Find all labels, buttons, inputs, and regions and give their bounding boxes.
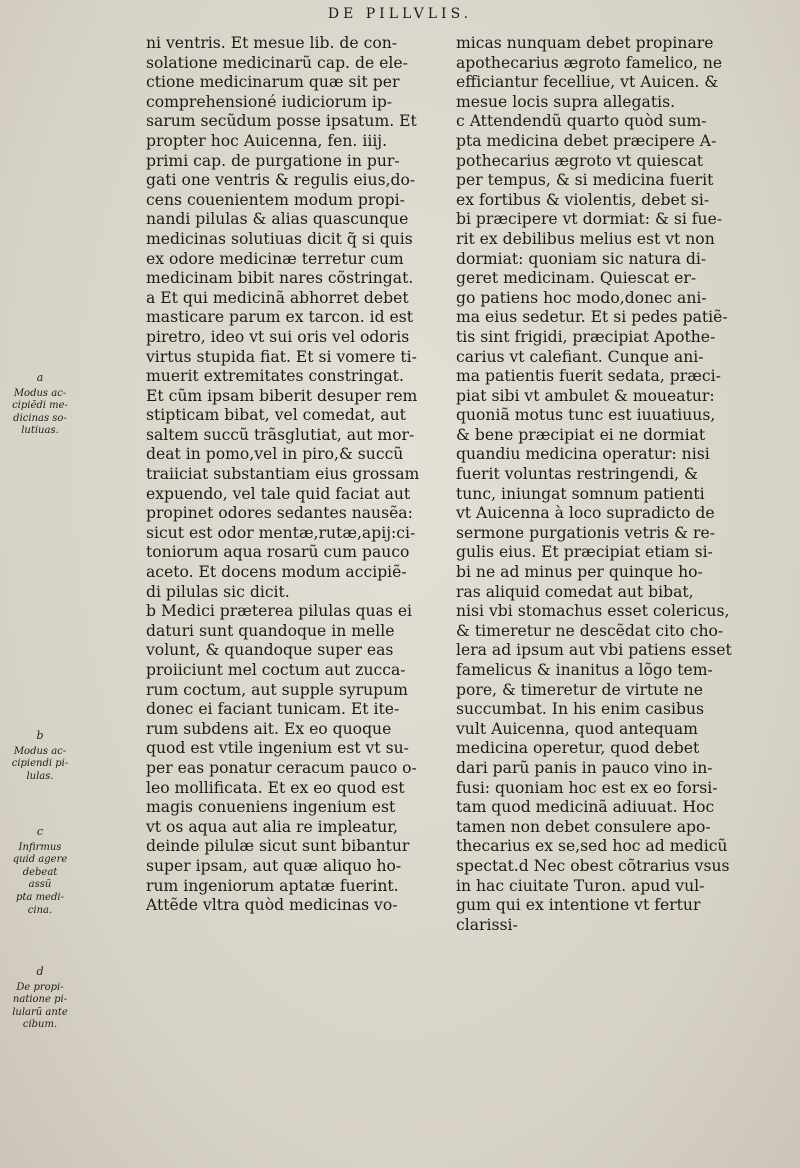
text-line: & bene præcipiat ei ne dormiat bbox=[456, 425, 706, 444]
margin-note-a bbox=[10, 372, 70, 438]
text-line: expuendo, vel tale quid faciat aut bbox=[146, 484, 411, 503]
text-line: quandiu medicina operatur: nisi bbox=[456, 445, 710, 464]
text-line: ctione medicinarum quæ sit per bbox=[146, 73, 400, 92]
text-line: piat sibi vt ambulet & moueatur: bbox=[456, 386, 715, 405]
text-line: comprehensioné iudiciorum ip- bbox=[146, 92, 393, 111]
text-line: magis conueniens ingenium est bbox=[146, 798, 396, 817]
text-line: donec ei faciant tunicam. Et ite- bbox=[146, 700, 400, 719]
text-line: virtus stupida fiat. Et si vomere ti- bbox=[146, 347, 417, 366]
text-line: solatione medicinarũ cap. de ele- bbox=[146, 53, 408, 72]
text-line: sarum secũdum posse ipsatum. Et bbox=[146, 112, 417, 131]
text-line: tam quod medicinã adiuuat. Hoc bbox=[456, 798, 715, 817]
text-line: vt os aqua aut alia re impleatur, bbox=[146, 817, 398, 836]
text-line: cens couenientem modum propi- bbox=[146, 190, 405, 209]
text-line: ex fortibus & violentis, debet si- bbox=[456, 190, 710, 209]
text-line: clarissi- bbox=[456, 915, 518, 934]
text-line: propter hoc Auicenna, fen. iiij. bbox=[146, 131, 388, 150]
text-line: nisi vbi stomachus esset colericus, bbox=[456, 602, 730, 621]
text-line: per eas ponatur ceracum pauco o- bbox=[146, 758, 417, 777]
text-line: mesue locis supra allegatis. bbox=[456, 92, 676, 111]
text-line: leo mollificata. Et ex eo quod est bbox=[146, 778, 405, 797]
text-line: muerit extremitates constringat. bbox=[146, 367, 404, 386]
left-text-column bbox=[146, 34, 446, 916]
margin-note-c bbox=[10, 826, 70, 917]
margin-note-letter: d bbox=[36, 965, 44, 978]
text-line: & timeretur ne descẽdat cito cho- bbox=[456, 621, 724, 640]
running-header: DE PILLVLIS. bbox=[327, 6, 473, 22]
text-line: aceto. Et docens modum accipiẽ- bbox=[146, 563, 407, 582]
text-line: vult Auicenna, quod antequam bbox=[456, 719, 698, 738]
text-line: bi ne ad minus per quinque ho- bbox=[456, 563, 703, 582]
text-line: Attẽde vltra quòd medicinas vo- bbox=[146, 896, 398, 915]
text-line: ma patientis fuerit sedata, præci- bbox=[456, 367, 721, 386]
text-line: spectat.d Nec obest cõtrarius vsus bbox=[456, 856, 730, 875]
text-line: medicinas solutiuas dicit q̃ si quis bbox=[146, 229, 413, 248]
text-line: gum qui ex intentione vt fertur bbox=[456, 896, 701, 915]
right-text-column bbox=[456, 34, 786, 935]
text-line: tamen non debet consulere apo- bbox=[456, 817, 711, 836]
text-line: b Medici præterea pilulas quas ei bbox=[146, 602, 413, 621]
text-line: sermone purgationis vetris & re- bbox=[456, 523, 715, 542]
text-line: di pilulas sic dicit. bbox=[146, 582, 290, 601]
text-line: in hac ciuitate Turon. apud vul- bbox=[456, 876, 705, 895]
text-line: ni ventris. Et mesue lib. de con- bbox=[146, 34, 398, 52]
text-line: pore, & timeretur de virtute ne bbox=[456, 680, 703, 699]
margin-note-text: Modus ac- cipiendi pi- lulas. bbox=[11, 745, 69, 782]
text-line: ras aliquid comedat aut bibat, bbox=[456, 582, 694, 601]
text-line: thecarius ex se,sed hoc ad medicũ bbox=[456, 837, 728, 856]
text-line: primi cap. de purgatione in pur- bbox=[146, 151, 400, 170]
margin-note-letter: a bbox=[36, 371, 44, 384]
text-line: famelicus & inanitus a lõgo tem- bbox=[456, 661, 713, 679]
text-line: per tempus, & si medicina fuerit bbox=[456, 171, 714, 190]
text-line: sicut est odor mentæ,rutæ,apij:ci- bbox=[146, 523, 416, 542]
text-line: deat in pomo,vel in piro,& succũ bbox=[146, 445, 404, 464]
text-line: masticare parum ex tarcon. id est bbox=[146, 308, 414, 327]
text-line: go patiens hoc modo,donec ani- bbox=[456, 288, 707, 307]
text-line: fusi: quoniam hoc est ex eo forsi- bbox=[456, 778, 718, 797]
margin-note-letter: b bbox=[36, 729, 44, 742]
text-line: a Et qui medicinã abhorret debet bbox=[146, 288, 409, 307]
text-line: geret medicinam. Quiescat er- bbox=[456, 269, 697, 288]
text-line: piretro, ideo vt sui oris vel odoris bbox=[146, 327, 410, 346]
text-line: deinde pilulæ sicut sunt bibantur bbox=[146, 837, 410, 856]
text-line: rum subdens ait. Ex eo quoque bbox=[146, 719, 392, 738]
margin-note-text: Infirmus quid agere debeat assũ pta medi- cina. bbox=[12, 841, 68, 916]
text-line: traiiciat substantiam eius grossam bbox=[146, 465, 420, 484]
text-line: toniorum aqua rosarũ cum pauco bbox=[146, 543, 410, 562]
text-line: fuerit voluntas restringendi, & bbox=[456, 465, 698, 484]
text-line: stipticam bibat, vel comedat, aut bbox=[146, 406, 406, 425]
margin-note-text: Modus ac- cipiẽdi me- dicinas so- lutiuas. bbox=[12, 387, 68, 437]
text-line: apothecarius ægroto famelico, ne bbox=[456, 53, 723, 72]
text-line: micas nunquam debet propinare bbox=[456, 34, 714, 52]
text-line: efficiantur fecelliue, vt Auicen. & bbox=[456, 73, 719, 92]
text-line: c Attendendũ quarto quòd sum- bbox=[456, 112, 707, 131]
text-line: pothecarius ægroto vt quiescat bbox=[456, 151, 704, 170]
text-line: nandi pilulas & alias quascunque bbox=[146, 210, 409, 229]
text-line: dari parũ panis in pauco vino in- bbox=[456, 758, 713, 777]
text-line: volunt, & quandoque super eas bbox=[146, 641, 394, 660]
text-line: quoniã motus tunc est iuuatiuus, bbox=[456, 406, 716, 425]
text-line: rum coctum, aut supple syrupum bbox=[146, 680, 408, 699]
margin-note-b bbox=[10, 730, 70, 783]
margin-note-d bbox=[10, 966, 70, 1032]
text-line: rum ingeniorum aptatæ fuerint. bbox=[146, 876, 399, 895]
text-line: medicina operetur, quod debet bbox=[456, 739, 700, 758]
text-line: medicinam bibit nares cõstringat. bbox=[146, 269, 414, 288]
text-line: dormiat: quoniam sic natura di- bbox=[456, 249, 707, 268]
text-line: lera ad ipsum aut vbi patiens esset bbox=[456, 641, 732, 660]
text-line: daturi sunt quandoque in melle bbox=[146, 621, 395, 640]
text-line: propinet odores sedantes nausẽa: bbox=[146, 504, 413, 523]
text-line: quod est vtile ingenium est vt su- bbox=[146, 739, 409, 758]
text-line: Et cũm ipsam biberit desuper rem bbox=[146, 386, 418, 405]
text-line: super ipsam, aut quæ aliquo ho- bbox=[146, 856, 402, 875]
text-line: succumbat. In his enim casibus bbox=[456, 700, 705, 719]
text-line: gati one ventris & regulis eius,do- bbox=[146, 171, 416, 190]
text-line: ex odore medicinæ terretur cum bbox=[146, 249, 404, 268]
text-line: rit ex debilibus melius est vt non bbox=[456, 229, 715, 248]
text-line: carius vt calefiant. Cunque ani- bbox=[456, 347, 704, 366]
margin-note-text: De propi- natione pi- lularũ ante cibum. bbox=[12, 981, 68, 1031]
text-line: proiiciunt mel coctum aut zucca- bbox=[146, 661, 406, 679]
text-line: bi præcipere vt dormiat: & si fue- bbox=[456, 210, 723, 229]
text-line: ma eius sedetur. Et si pedes patiẽ- bbox=[456, 308, 728, 327]
text-line: pta medicina debet præcipere A- bbox=[456, 131, 717, 150]
text-line: gulis eius. Et præcipiat etiam si- bbox=[456, 543, 713, 562]
text-line: tunc, iniungat somnum patienti bbox=[456, 484, 705, 503]
text-line: saltem succũ trãsglutiat, aut mor- bbox=[146, 425, 415, 444]
text-line: tis sint frigidi, præcipiat Apothe- bbox=[456, 327, 716, 346]
margin-note-letter: c bbox=[36, 825, 44, 838]
text-line: vt Auicenna à loco supradicto de bbox=[456, 504, 715, 523]
